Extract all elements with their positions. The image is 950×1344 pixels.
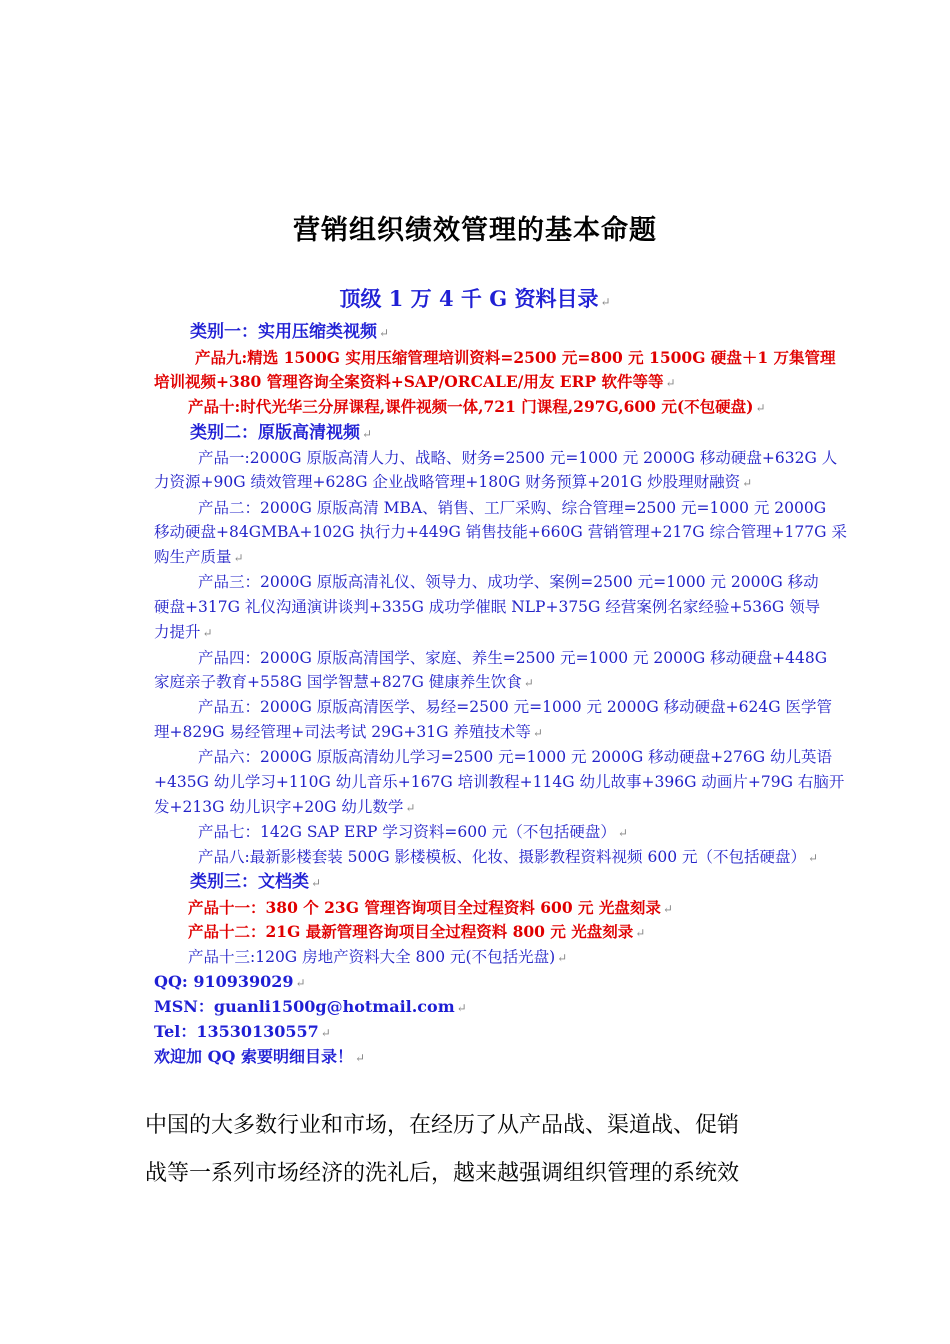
product-line: 产品八:最新影楼套装 500G 影楼模板、化妆、摄影教程资料视频 600 元（不包括硬盘） ↵ — [198, 848, 819, 866]
product-line: +435G 幼儿学习+110G 幼儿音乐+167G 培训教程+114G 幼儿故事+396G 动画片+79G 右脑开 — [154, 773, 845, 791]
category-heading: 类别一：实用压缩类视频 ↵ — [190, 322, 390, 342]
body-paragraph-line: 战等一系列市场经济的洗礼后，越来越强调组织管理的系统效 — [145, 1161, 740, 1186]
product-line: 产品十二：21G 最新管理咨询项目全过程资料 800 元 光盘刻录 ↵ — [188, 922, 646, 941]
paragraph-mark: ↵ — [600, 295, 611, 309]
product-line: 产品一:2000G 原版高清人力、战略、财务=2500 元=1000 元 2000G 移动硬盘+632G 人 — [198, 449, 838, 467]
product-line: 培训视频+380 管理咨询全案资料+SAP/ORCALE/用友 ERP 软件等等 ↵ — [154, 372, 676, 391]
product-line: 硬盘+317G 礼仪沟通演讲谈判+335G 成功学催眠 NLP+375G 经营案例名家经验+536G 领导 — [154, 598, 821, 616]
product-line: 产品十三:120G 房地产资料大全 800 元(不包括光盘) ↵ — [188, 948, 568, 966]
product-line: 产品十:时代光华三分屏课程,课件视频一体,721 门课程,297G,600 元(不包硬盘) ↵ — [188, 397, 766, 416]
contact-msn: MSN：guanli1500g@hotmail.com ↵ — [154, 997, 467, 1016]
product-line: 力提升 ↵ — [154, 623, 213, 641]
category-heading: 类别二：原版高清视频 ↵ — [190, 423, 373, 443]
product-line: 产品四：2000G 原版高清国学、家庭、养生=2500 元=1000 元 2000G 移动硬盘+448G — [198, 649, 828, 667]
product-line: 产品二：2000G 原版高清 MBA、销售、工厂采购、综合管理=2500 元=1000 元 2000G — [198, 499, 827, 517]
body-paragraph-line: 中国的大多数行业和市场，在经历了从产品战、渠道战、促销 — [145, 1113, 740, 1138]
contact-qq: QQ: 910939029 ↵ — [154, 972, 306, 991]
product-line: 理+829G 易经管理+司法考试 29G+31G 养殖技术等 ↵ — [154, 723, 543, 741]
product-line: 产品六：2000G 原版高清幼儿学习=2500 元=1000 元 2000G 移动硬盘+276G 幼儿英语 — [198, 748, 833, 766]
product-line: 产品七：142G SAP ERP 学习资料=600 元（不包括硬盘） ↵ — [198, 823, 628, 841]
document-title: 营销组织绩效管理的基本命题 — [293, 215, 657, 246]
product-line: 移动硬盘+84GMBA+102G 执行力+449G 销售技能+660G 营销管理+217G 综合管理+177G 采 — [154, 523, 847, 541]
product-line: 力资源+90G 绩效管理+628G 企业战略管理+180G 财务预算+201G 炒股理财融资 ↵ — [154, 473, 753, 491]
product-line: 产品五：2000G 原版高清医学、易经=2500 元=1000 元 2000G 移动硬盘+624G 医学管 — [198, 698, 833, 716]
catalog-title: 顶级 1 万 4 千 G 资料目录 ↵ — [339, 286, 611, 311]
product-line: 产品九:精选 1500G 实用压缩管理培训资料=2500 元=800 元 1500G 硬盘＋1 万集管理 — [195, 348, 836, 367]
welcome-line: 欢迎加 QQ 索要明细目录！ ↵ — [154, 1047, 366, 1066]
product-line: 发+213G 幼儿识字+20G 幼儿数学 ↵ — [154, 798, 416, 816]
product-line: 产品三：2000G 原版高清礼仪、领导力、成功学、案例=2500 元=1000 元 2000G 移动 — [198, 573, 819, 591]
product-line: 家庭亲子教育+558G 国学智慧+827G 健康养生饮食 ↵ — [154, 673, 534, 691]
product-line: 产品十一：380 个 23G 管理咨询项目全过程资料 600 元 光盘刻录 ↵ — [188, 898, 673, 917]
contact-tel: Tel：13530130557 ↵ — [154, 1022, 331, 1041]
category-heading: 类别三：文档类 ↵ — [190, 872, 322, 892]
product-line: 购生产质量 ↵ — [154, 548, 244, 566]
